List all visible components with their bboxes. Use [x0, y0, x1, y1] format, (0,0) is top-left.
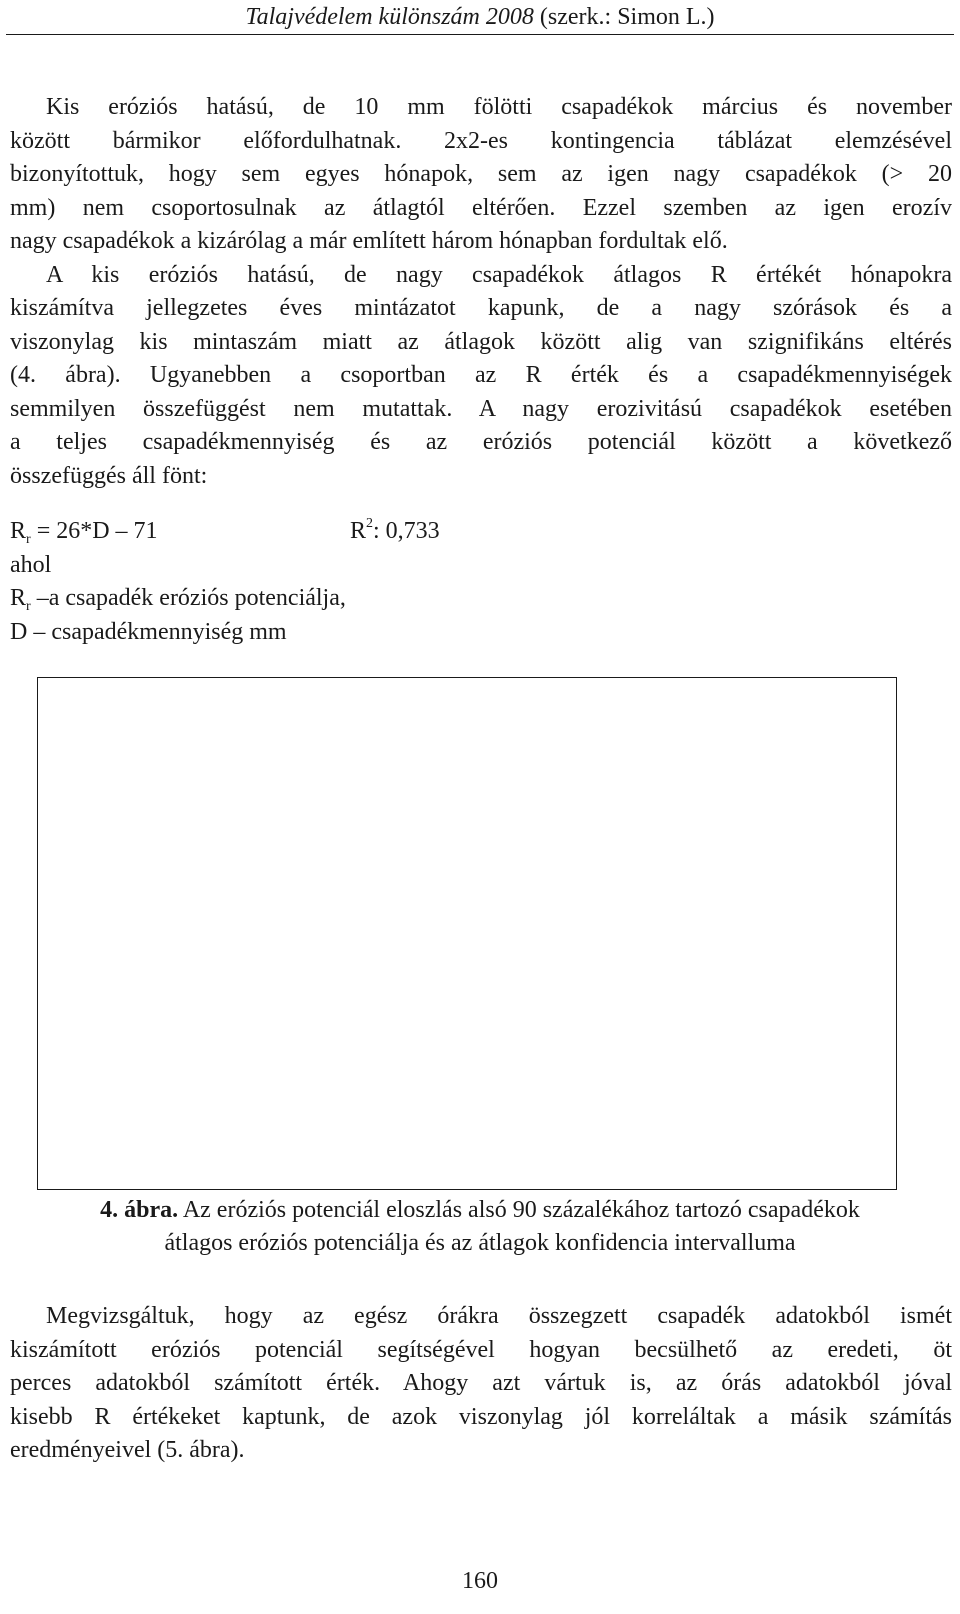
page-number: 160	[462, 1568, 498, 1594]
paragraph-line: mm) nem csoportosulnak az átlagtól eltérően. Ezzel szemben az igen erozív	[10, 194, 952, 221]
paragraph-line: a teljes csapadékmennyiség és az eróziós potenciál között a következő	[10, 429, 952, 455]
paragraph-line: között bármikor előfordulhatnak. 2x2-es kontingencia táblázat elemzésével	[10, 127, 952, 154]
equation-row	[10, 515, 440, 549]
figure-caption	[0, 1194, 960, 1260]
definition-rr: $R_r$ –a csapadék eróziós potenciálja,	[10, 585, 346, 614]
paragraph-line: perces adatokból számított érték. Ahogy azt vártuk is, az órás adatokból jóval	[10, 1370, 952, 1396]
paragraph-2	[10, 1300, 952, 1468]
equation: $R_r = 26*D - 71$	[10, 518, 158, 547]
where-label: ahol	[10, 551, 52, 578]
definition-d: D – csapadékmennyiség mm	[10, 618, 287, 645]
paragraph-line: összefüggés áll fönt:	[10, 462, 208, 489]
paragraph-line: Kis eróziós hatású, de 10 mm fölötti csapadékok március és november	[46, 94, 952, 120]
figure-4-frame	[37, 677, 897, 1190]
paragraph-line: (4. ábra). Ugyanebben a csoportban az R érték és a csapadékmennyiségek	[10, 362, 952, 388]
running-header	[0, 2, 960, 32]
paragraph-line: kiszámított eróziós potenciál segítségével hogyan becsülhető az eredeti, öt	[10, 1336, 952, 1363]
paragraph-1	[10, 91, 952, 493]
paragraph-line: eredményeivel (5. ábra).	[10, 1437, 245, 1463]
paragraph-line: semmilyen összefüggést nem mutattak. A nagy erozivitású csapadékok esetében	[10, 395, 952, 422]
journal-title: Talajvédelem különszám 2008	[245, 4, 534, 30]
header-rule	[6, 34, 954, 35]
paragraph-line: kiszámítva jellegzetes éves mintázatot kapunk, de a nagy szórások és a	[10, 295, 952, 321]
paragraph-line: bizonyítottuk, hogy sem egyes hónapok, sem az igen nagy csapadékok (> 20	[10, 161, 952, 187]
paragraph-line: kisebb R értékeket kaptunk, de azok viszonylag jól korreláltak a másik számítás	[10, 1403, 952, 1430]
caption-line-2: átlagos eróziós potenciálja és az átlagok konfidencia intervalluma	[164, 1230, 796, 1256]
paragraph-line: A kis eróziós hatású, de nagy csapadékok átlagos R értékét hónapokra	[46, 261, 952, 288]
paragraph-line: viszonylag kis mintaszám miatt az átlagok között alig van szignifikáns eltérés	[10, 328, 952, 355]
editor-note: (szerk.: Simon L.)	[533, 4, 715, 30]
caption-label: 4. ábra.	[100, 1197, 179, 1223]
caption-line-1: 4. ábra. Az eróziós potenciál eloszlás alsó 90 százalékához tartozó csapadékok	[100, 1197, 860, 1223]
r-squared: $R^2$: 0,733	[350, 516, 440, 544]
paragraph-line: Megvizsgáltuk, hogy az egész órákra összegzett csapadék adatokból ismét	[46, 1303, 952, 1329]
regression-formula	[10, 515, 440, 649]
paragraph-line: nagy csapadékok a kizárólag a már említett három hónapban fordultak elő.	[10, 228, 728, 254]
